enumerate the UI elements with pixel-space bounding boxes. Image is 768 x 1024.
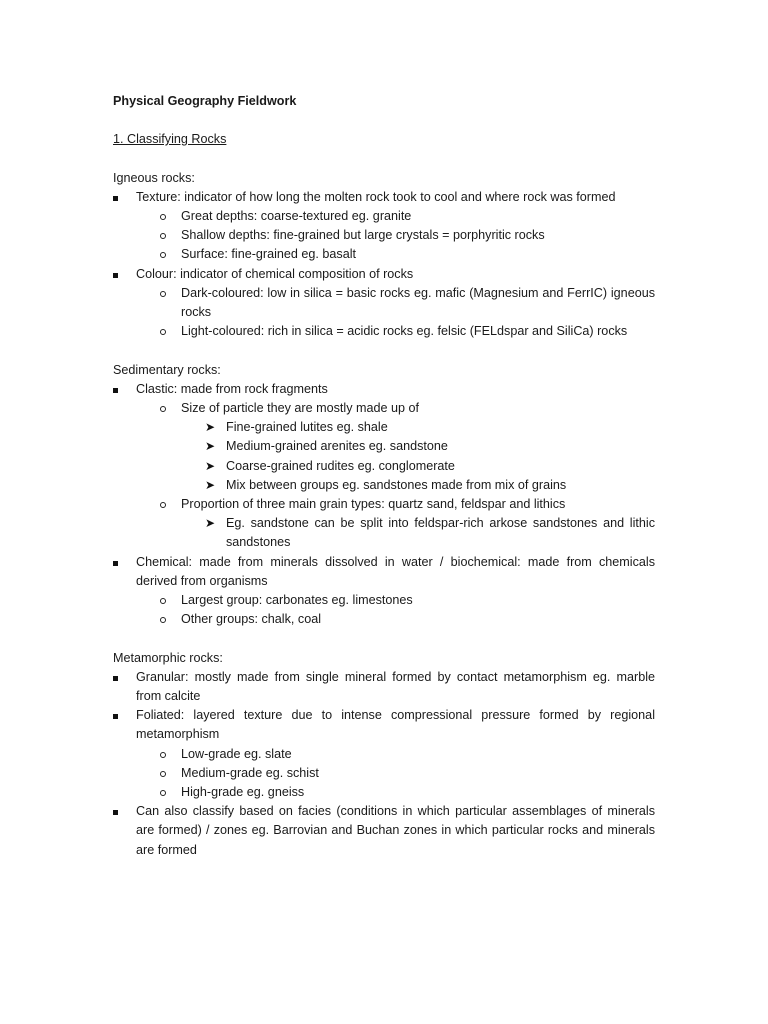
section-heading: 1. Classifying Rocks [113,132,227,147]
circle-bullet-icon [160,783,166,802]
bullet-item: Granular: mostly made from single mineral formed by contact metamorphism eg. marble from calcite [113,668,655,706]
arrow-bullet-icon: ➤ [205,516,216,531]
bullet-item: Can also classify based on facies (conditions in which particular assemblages of minerals are formed) / zones eg. Barrovian and Buchan zones in which particular rocks and minerals are formed [113,802,655,860]
sub-bullet-item: Light-coloured: rich in silica = acidic rocks eg. felsic (FELdspar and SiliCa) rocks [113,322,655,341]
circle-bullet-icon [160,207,166,226]
square-bullet-icon [113,706,118,725]
document-body [113,92,655,860]
arrow-bullet-icon: ➤ [205,420,216,435]
arrow-bullet-icon: ➤ [205,458,216,473]
circle-bullet-icon [160,764,166,783]
sub-bullet-item: Surface: fine-grained eg. basalt [113,245,655,264]
circle-bullet-icon [160,610,166,629]
document-title: Physical Geography Fieldwork [113,94,297,108]
sub-bullet-item: Largest group: carbonates eg. limestones [113,591,655,610]
square-bullet-icon [113,188,118,207]
circle-bullet-icon [160,284,166,303]
sub-bullet-item: Proportion of three main grain types: quartz sand, feldspar and lithics [113,495,655,514]
bullet-item: Foliated: layered texture due to intense compressional pressure formed by regional metamorphism [113,706,655,744]
circle-bullet-icon [160,495,166,514]
sub-bullet-item: Shallow depths: fine-grained but large crystals = porphyritic rocks [113,226,655,245]
square-bullet-icon [113,668,118,687]
circle-bullet-icon [160,245,166,264]
arrow-bullet-item: ➤ Mix between groups eg. sandstones made from mix of grains [113,476,655,495]
arrow-bullet-item: ➤ Medium-grained arenites eg. sandstone [113,437,655,456]
circle-bullet-icon [160,322,166,341]
sedimentary-heading: Sedimentary rocks: [113,362,221,377]
igneous-heading: Igneous rocks: [113,170,195,185]
arrow-bullet-item: ➤ Eg. sandstone can be split into feldspar-rich arkose sandstones and lithic sandstones [205,516,655,550]
arrow-bullet-item: ➤ Coarse-grained rudites eg. conglomerate [113,457,655,476]
sub-bullet-item: Other groups: chalk, coal [113,610,655,629]
square-bullet-icon [113,380,118,399]
sub-bullet-item: Low-grade eg. slate [113,745,655,764]
arrow-bullet-icon: ➤ [205,439,216,454]
bullet-item: Colour: indicator of chemical composition of rocks [113,265,655,284]
square-bullet-icon [113,553,118,572]
sub-bullet-item: Great depths: coarse-textured eg. granite [113,207,655,226]
square-bullet-icon [113,802,118,821]
circle-bullet-icon [160,399,166,418]
bullet-item: Clastic: made from rock fragments [113,380,655,399]
circle-bullet-icon [160,226,166,245]
metamorphic-heading: Metamorphic rocks: [113,650,223,665]
circle-bullet-icon [160,745,166,764]
arrow-bullet-icon: ➤ [205,477,216,492]
sub-bullet-item: Medium-grade eg. schist [113,764,655,783]
circle-bullet-icon [160,591,166,610]
sub-bullet-item: High-grade eg. gneiss [113,783,655,802]
sub-bullet-item: Dark-coloured: low in silica = basic rocks eg. mafic (Magnesium and FerrIC) igneous rocks [113,284,655,322]
sub-bullet-item: Size of particle they are mostly made up of [113,399,655,418]
square-bullet-icon [113,265,118,284]
arrow-bullet-item: ➤ Fine-grained lutites eg. shale [113,418,655,437]
bullet-item: Texture: indicator of how long the molten rock took to cool and where rock was formed [113,188,655,207]
bullet-item: Chemical: made from minerals dissolved in water / biochemical: made from chemicals derived from organisms [113,553,655,591]
